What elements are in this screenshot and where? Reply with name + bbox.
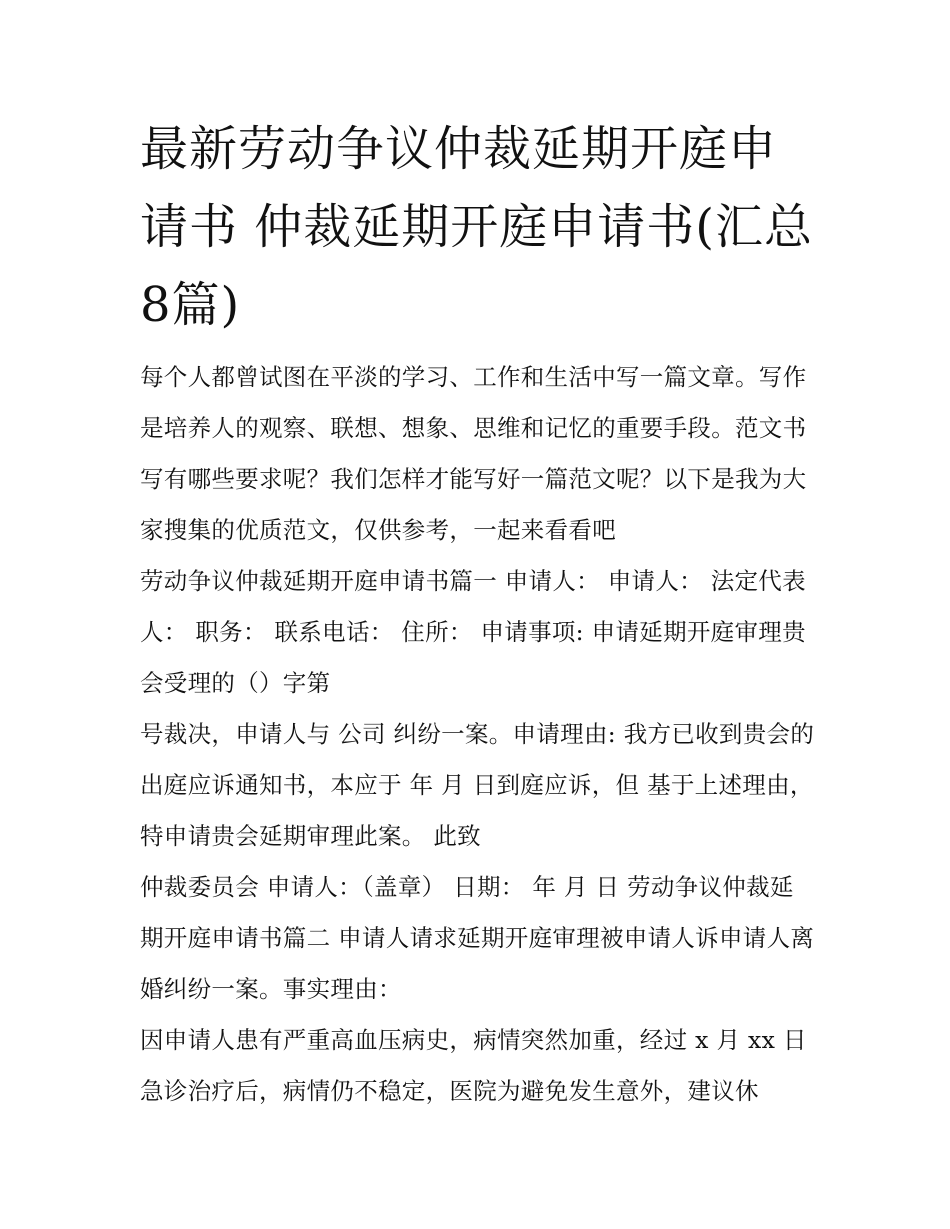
paragraph-intro: 每个人都曾试图在平淡的学习、工作和生活中写一篇文章。写作是培养人的观察、联想、想象、思维和记忆的重要手段。范文书写有哪些要求呢？我们怎样才能写好一篇范文呢？以下是我为大家搜集的优质范文，仅供参考，一起来看看吧 [140, 363, 807, 544]
paragraph-applicant-info: 劳动争议仲裁延期开庭申请书篇一 申请人： 申请人： 法定代表人： 职务： 联系电话： 住所： 申请事项: 申请延期开庭审理贵会受理的（）字第 [140, 567, 806, 697]
paragraph-medical: 因申请人患有严重高血压病史，病情突然加重，经过 x 月 xx 日急诊治疗后，病情仍不稳定，医院为避免发生意外，建议休 [140, 1026, 807, 1105]
paragraph-reason: 号裁决，申请人与 公司 纠纷一案。申请理由: 我方已收到贵会的出庭应诉通知书，本应于 年 月 日到庭应诉，但 基于上述理由，特申请贵会延期审理此案。 此致 [140, 720, 815, 850]
paragraph-signature: 仲裁委员会 申请人：（盖章） 日期： 年 月 日 劳动争议仲裁延期开庭申请书篇二 申请人请求延期开庭审理被申请人诉申请人离婚纠纷一案。事实理由： [140, 873, 815, 1003]
document-title: 最新劳动争议仲裁延期开庭申请书 仲裁延期开庭申请书(汇总8篇) [140, 121, 813, 333]
document-page [140, 110, 815, 1117]
